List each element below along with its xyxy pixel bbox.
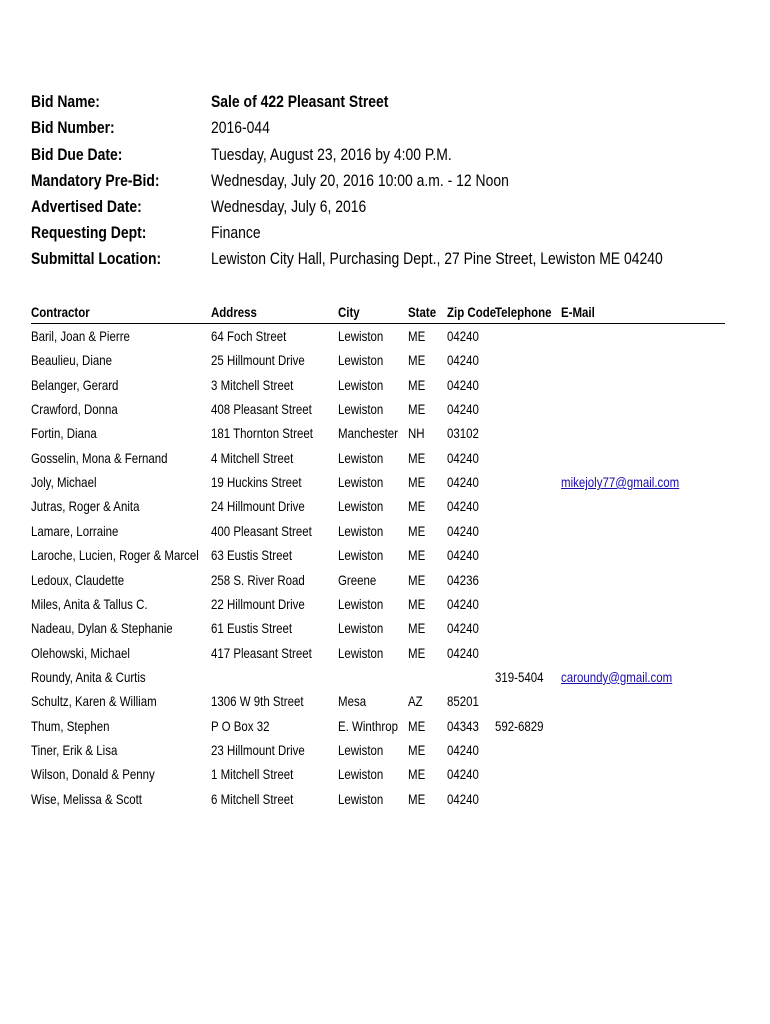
cell-address: 23 Hillmount Drive xyxy=(211,741,305,758)
cell-city: Lewiston xyxy=(338,741,384,758)
table-header-row xyxy=(31,303,725,324)
cell-address: 25 Hillmount Drive xyxy=(211,352,305,369)
bid-info-label: Submittal Location: xyxy=(31,249,162,268)
cell-city: Lewiston xyxy=(338,595,384,612)
cell-address: 1306 W 9th Street xyxy=(211,693,304,710)
table-row xyxy=(31,375,725,399)
cell-state: ME xyxy=(408,547,426,564)
table-row xyxy=(31,423,725,447)
table-row xyxy=(31,789,725,813)
table-row xyxy=(31,643,725,667)
cell-contractor: Miles, Anita & Tallus C. xyxy=(31,595,148,612)
cell-contractor: Joly, Michael xyxy=(31,474,97,491)
cell-telephone: 319-5404 xyxy=(495,668,544,685)
cell-state: ME xyxy=(408,449,426,466)
cell-city: Greene xyxy=(338,571,377,588)
header-city: City xyxy=(338,304,360,320)
bid-info-value: Sale of 422 Pleasant Street xyxy=(211,92,389,111)
cell-zip-code: 04240 xyxy=(447,595,479,612)
table-row xyxy=(31,618,725,642)
bid-info-label: Requesting Dept: xyxy=(31,223,147,242)
table-row xyxy=(31,716,725,740)
cell-address: P O Box 32 xyxy=(211,717,270,734)
cell-contractor: Nadeau, Dylan & Stephanie xyxy=(31,620,173,637)
cell-address: 258 S. River Road xyxy=(211,571,305,588)
cell-address: 400 Pleasant Street xyxy=(211,522,312,539)
cell-zip-code: 04240 xyxy=(447,328,479,344)
cell-city: Lewiston xyxy=(338,644,384,661)
cell-contractor: Fortin, Diana xyxy=(31,425,97,442)
table-row xyxy=(31,496,725,520)
cell-address: 63 Eustis Street xyxy=(211,547,293,564)
cell-zip-code: 85201 xyxy=(447,693,479,710)
cell-contractor: Lamare, Lorraine xyxy=(31,522,119,539)
cell-state: ME xyxy=(408,644,426,661)
table-row xyxy=(31,740,725,764)
bid-info-value: Tuesday, August 23, 2016 by 4:00 P.M. xyxy=(211,145,452,164)
bid-info-label: Bid Due Date: xyxy=(31,145,123,164)
email-link[interactable]: mikejoly77@gmail.com xyxy=(561,474,680,491)
cell-city: Lewiston xyxy=(338,352,384,369)
cell-zip-code: 04240 xyxy=(447,474,479,491)
cell-city: Lewiston xyxy=(338,449,384,466)
bid-info-value: 2016-044 xyxy=(211,118,270,137)
cell-state: ME xyxy=(408,328,426,344)
cell-zip-code: 04240 xyxy=(447,766,479,783)
cell-address: 417 Pleasant Street xyxy=(211,644,312,661)
bid-info-value: Wednesday, July 6, 2016 xyxy=(211,197,367,216)
bid-info-value: Wednesday, July 20, 2016 10:00 a.m. - 12 Noon xyxy=(211,171,509,190)
table-row xyxy=(31,667,725,691)
cell-contractor: Gosselin, Mona & Fernand xyxy=(31,449,168,466)
cell-contractor: Ledoux, Claudette xyxy=(31,571,125,588)
cell-address: 6 Mitchell Street xyxy=(211,790,294,807)
cell-address: 61 Eustis Street xyxy=(211,620,293,637)
bid-info-label: Bid Number: xyxy=(31,118,115,137)
cell-state: ME xyxy=(408,571,426,588)
cell-city: Lewiston xyxy=(338,766,384,783)
cell-zip-code: 04240 xyxy=(447,401,479,418)
cell-zip-code: 04343 xyxy=(447,717,479,734)
table-row xyxy=(31,448,725,472)
cell-telephone: 592-6829 xyxy=(495,717,544,734)
cell-contractor: Wise, Melissa & Scott xyxy=(31,790,143,807)
table-row xyxy=(31,399,725,423)
cell-city: Lewiston xyxy=(338,547,384,564)
cell-city: Lewiston xyxy=(338,474,384,491)
table-row xyxy=(31,594,725,618)
cell-zip-code: 04240 xyxy=(447,376,479,393)
header-telephone: Telephone xyxy=(495,304,552,320)
cell-contractor: Crawford, Donna xyxy=(31,401,118,418)
cell-address: 4 Mitchell Street xyxy=(211,449,294,466)
cell-zip-code: 04240 xyxy=(447,790,479,807)
cell-contractor: Thum, Stephen xyxy=(31,717,110,734)
cell-contractor: Schultz, Karen & William xyxy=(31,693,157,710)
header-state: State xyxy=(408,304,437,320)
bid-info-value: Lewiston City Hall, Purchasing Dept., 27 Pine Street, Lewiston ME 04240 xyxy=(211,249,663,268)
cell-address: 3 Mitchell Street xyxy=(211,376,294,393)
cell-state: ME xyxy=(408,595,426,612)
cell-state: ME xyxy=(408,717,426,734)
table-row xyxy=(31,521,725,545)
cell-state: AZ xyxy=(408,693,423,710)
cell-city: E. Winthrop xyxy=(338,717,398,734)
header-address: Address xyxy=(211,304,257,320)
cell-zip-code: 04236 xyxy=(447,571,479,588)
header-zip-code: Zip Code xyxy=(447,304,497,320)
cell-zip-code: 04240 xyxy=(447,522,479,539)
table-row xyxy=(31,691,725,715)
bid-info-label: Bid Name: xyxy=(31,92,100,111)
email-link[interactable]: caroundy@gmail.com xyxy=(561,668,673,685)
cell-address: 19 Huckins Street xyxy=(211,474,302,491)
cell-state: ME xyxy=(408,522,426,539)
cell-state: ME xyxy=(408,766,426,783)
bid-info-label: Advertised Date: xyxy=(31,197,142,216)
cell-zip-code: 04240 xyxy=(447,644,479,661)
cell-address: 24 Hillmount Drive xyxy=(211,498,305,515)
cell-city: Lewiston xyxy=(338,790,384,807)
cell-zip-code: 04240 xyxy=(447,547,479,564)
cell-state: ME xyxy=(408,352,426,369)
cell-contractor: Wilson, Donald & Penny xyxy=(31,766,155,783)
table-row xyxy=(31,570,725,594)
cell-contractor: Laroche, Lucien, Roger & Marcel xyxy=(31,547,199,564)
cell-contractor: Baril, Joan & Pierre xyxy=(31,328,130,344)
cell-zip-code: 04240 xyxy=(447,498,479,515)
cell-address: 181 Thornton Street xyxy=(211,425,313,442)
cell-address: 22 Hillmount Drive xyxy=(211,595,305,612)
cell-state: ME xyxy=(408,790,426,807)
header-contractor: Contractor xyxy=(31,304,90,320)
cell-zip-code: 04240 xyxy=(447,620,479,637)
header-email: E-Mail xyxy=(561,304,595,320)
cell-city: Mesa xyxy=(338,693,367,710)
bid-info-value: Finance xyxy=(211,223,261,242)
cell-contractor: Belanger, Gerard xyxy=(31,376,119,393)
cell-state: ME xyxy=(408,474,426,491)
cell-state: NH xyxy=(408,425,425,442)
cell-city: Manchester xyxy=(338,425,398,442)
cell-zip-code: 04240 xyxy=(447,352,479,369)
cell-contractor: Beaulieu, Diane xyxy=(31,352,113,369)
cell-state: ME xyxy=(408,741,426,758)
cell-state: ME xyxy=(408,401,426,418)
cell-zip-code: 03102 xyxy=(447,425,479,442)
table-row xyxy=(31,545,725,569)
table-row xyxy=(31,472,725,496)
cell-zip-code: 04240 xyxy=(447,741,479,758)
cell-contractor: Olehowski, Michael xyxy=(31,644,130,661)
cell-city: Lewiston xyxy=(338,376,384,393)
cell-address: 1 Mitchell Street xyxy=(211,766,294,783)
cell-address: 408 Pleasant Street xyxy=(211,401,312,418)
cell-city: Lewiston xyxy=(338,328,384,344)
cell-contractor: Jutras, Roger & Anita xyxy=(31,498,140,515)
cell-city: Lewiston xyxy=(338,620,384,637)
cell-state: ME xyxy=(408,376,426,393)
cell-contractor: Tiner, Erik & Lisa xyxy=(31,741,118,758)
cell-state: ME xyxy=(408,498,426,515)
cell-address: 64 Foch Street xyxy=(211,328,287,344)
table-row xyxy=(31,764,725,788)
cell-city: Lewiston xyxy=(338,498,384,515)
cell-city: Lewiston xyxy=(338,522,384,539)
table-row xyxy=(31,326,725,350)
bid-info-label: Mandatory Pre-Bid: xyxy=(31,171,160,190)
cell-contractor: Roundy, Anita & Curtis xyxy=(31,668,146,685)
table-row xyxy=(31,350,725,374)
cell-zip-code: 04240 xyxy=(447,449,479,466)
cell-city: Lewiston xyxy=(338,401,384,418)
cell-state: ME xyxy=(408,620,426,637)
